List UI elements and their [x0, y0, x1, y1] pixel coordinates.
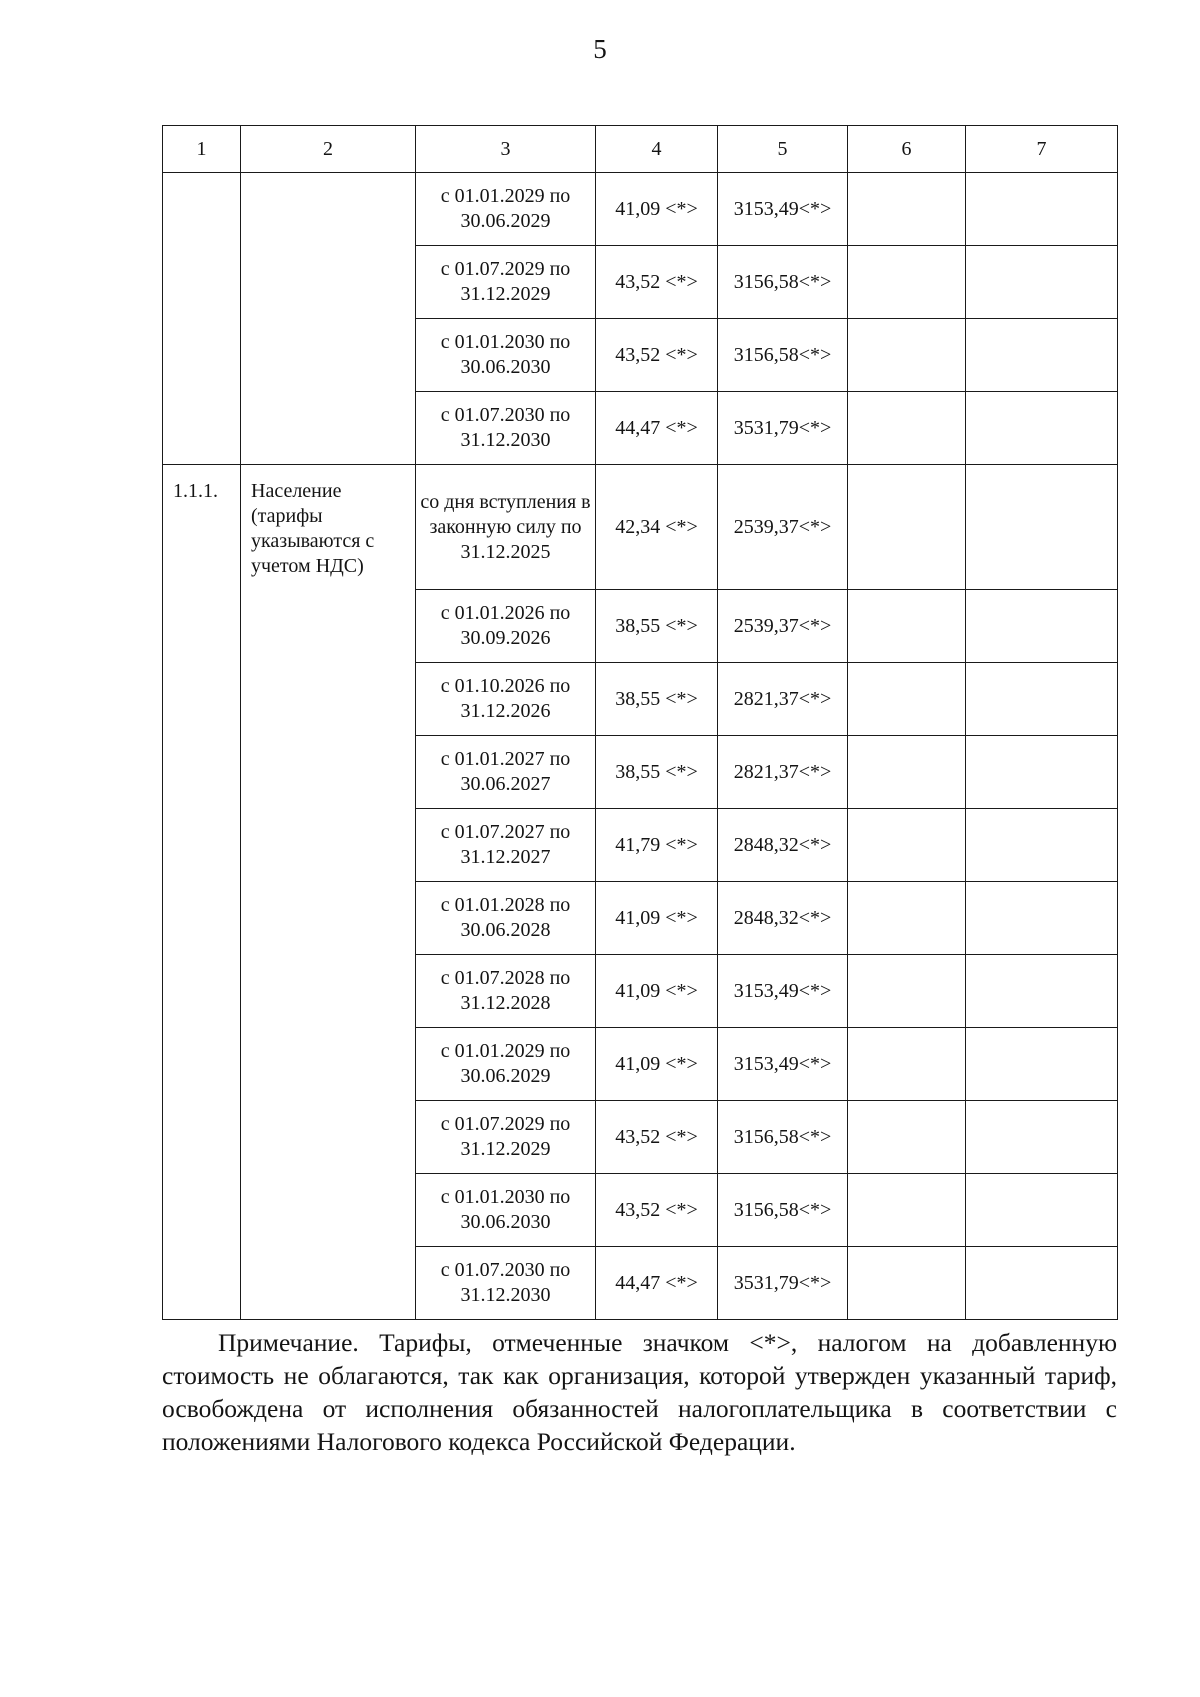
empty-cell	[848, 736, 966, 809]
rate-cell: 41,09 <*>	[596, 955, 718, 1028]
empty-cell	[966, 1101, 1118, 1174]
empty-cell	[966, 736, 1118, 809]
header-cell: 6	[848, 126, 966, 173]
empty-cell	[966, 246, 1118, 319]
period-cell: с 01.01.2029 по 30.06.2029	[416, 1028, 596, 1101]
rate-cell: 42,34 <*>	[596, 465, 718, 590]
period-cell: с 01.07.2027 по 31.12.2027	[416, 809, 596, 882]
header-cell: 2	[241, 126, 416, 173]
header-cell: 3	[416, 126, 596, 173]
group-number-cell: 1.1.1.	[163, 465, 241, 1320]
period-cell: с 01.07.2029 по 31.12.2029	[416, 1101, 596, 1174]
empty-cell	[848, 809, 966, 882]
table-row	[163, 173, 1118, 246]
tariff-cell: 3156,58<*>	[718, 246, 848, 319]
rate-cell: 43,52 <*>	[596, 319, 718, 392]
empty-cell	[966, 173, 1118, 246]
tariff-cell: 2539,37<*>	[718, 465, 848, 590]
header-cell: 5	[718, 126, 848, 173]
empty-cell	[848, 465, 966, 590]
empty-cell	[966, 1028, 1118, 1101]
tariff-cell: 2539,37<*>	[718, 590, 848, 663]
table-header-row	[163, 126, 1118, 173]
period-cell: с 01.01.2030 по 30.06.2030	[416, 319, 596, 392]
group-name-cell: Население (тарифы указываются с учетом НДС)	[241, 465, 416, 1320]
tariff-table	[162, 125, 1118, 1320]
empty-cell	[966, 663, 1118, 736]
rate-cell: 38,55 <*>	[596, 736, 718, 809]
tariff-cell: 3156,58<*>	[718, 319, 848, 392]
period-cell: с 01.01.2030 по 30.06.2030	[416, 1174, 596, 1247]
empty-cell	[848, 319, 966, 392]
header-cell: 4	[596, 126, 718, 173]
header-cell: 1	[163, 126, 241, 173]
period-cell: с 01.10.2026 по 31.12.2026	[416, 663, 596, 736]
period-cell: с 01.01.2027 по 30.06.2027	[416, 736, 596, 809]
empty-cell	[966, 955, 1118, 1028]
empty-cell	[966, 392, 1118, 465]
rate-cell: 44,47 <*>	[596, 1247, 718, 1320]
period-cell: с 01.07.2030 по 31.12.2030	[416, 392, 596, 465]
empty-cell	[848, 246, 966, 319]
rate-cell: 43,52 <*>	[596, 246, 718, 319]
empty-cell	[848, 663, 966, 736]
tariff-cell: 2848,32<*>	[718, 809, 848, 882]
empty-cell	[966, 1247, 1118, 1320]
empty-cell	[848, 173, 966, 246]
rate-cell: 43,52 <*>	[596, 1101, 718, 1174]
empty-cell	[848, 882, 966, 955]
empty-cell	[848, 392, 966, 465]
empty-cell	[848, 1174, 966, 1247]
rate-cell: 43,52 <*>	[596, 1174, 718, 1247]
tariff-cell: 3156,58<*>	[718, 1174, 848, 1247]
empty-cell	[848, 590, 966, 663]
empty-number-cell	[163, 173, 241, 465]
period-cell: с 01.07.2030 по 31.12.2030	[416, 1247, 596, 1320]
period-cell: с 01.01.2028 по 30.06.2028	[416, 882, 596, 955]
tariff-cell: 3156,58<*>	[718, 1101, 848, 1174]
note-paragraph: Примечание. Тарифы, отмеченные значком <*>, налогом на добавленную стоимость не облагаются, так как организация, которой утвержден указанный тариф, освобождена от исполнения обязанностей налогоплательщика в соответствии с положениями Налогового кодекса Российской Федерации.	[162, 1328, 1117, 1456]
empty-cell	[848, 1028, 966, 1101]
period-cell: с 01.07.2028 по 31.12.2028	[416, 955, 596, 1028]
tariff-cell: 3531,79<*>	[718, 1247, 848, 1320]
rate-cell: 41,09 <*>	[596, 1028, 718, 1101]
rate-cell: 41,79 <*>	[596, 809, 718, 882]
rate-cell: 41,09 <*>	[596, 882, 718, 955]
empty-cell	[848, 1101, 966, 1174]
empty-cell	[966, 1174, 1118, 1247]
tariff-cell: 3531,79<*>	[718, 392, 848, 465]
period-cell: с 01.01.2026 по 30.09.2026	[416, 590, 596, 663]
header-cell: 7	[966, 126, 1118, 173]
rate-cell: 38,55 <*>	[596, 590, 718, 663]
table-row	[163, 465, 1118, 590]
empty-cell	[848, 1247, 966, 1320]
tariff-cell: 3153,49<*>	[718, 173, 848, 246]
empty-cell	[966, 809, 1118, 882]
empty-cell	[966, 319, 1118, 392]
tariff-cell: 2848,32<*>	[718, 882, 848, 955]
page-number: 5	[593, 34, 607, 64]
empty-name-cell	[241, 173, 416, 465]
empty-cell	[966, 465, 1118, 590]
tariff-cell: 3153,49<*>	[718, 955, 848, 1028]
tariff-cell: 2821,37<*>	[718, 663, 848, 736]
period-cell: с 01.07.2029 по 31.12.2029	[416, 246, 596, 319]
period-cell: с 01.01.2029 по 30.06.2029	[416, 173, 596, 246]
empty-cell	[966, 882, 1118, 955]
empty-cell	[848, 955, 966, 1028]
tariff-cell: 3153,49<*>	[718, 1028, 848, 1101]
rate-cell: 44,47 <*>	[596, 392, 718, 465]
period-cell: со дня вступления в законную силу по 31.12.2025	[416, 465, 596, 590]
rate-cell: 41,09 <*>	[596, 173, 718, 246]
tariff-cell: 2821,37<*>	[718, 736, 848, 809]
rate-cell: 38,55 <*>	[596, 663, 718, 736]
empty-cell	[966, 590, 1118, 663]
